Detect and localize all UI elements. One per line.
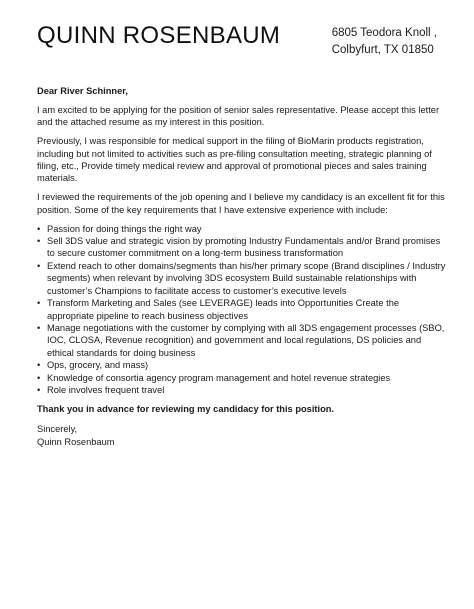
requirement-item: • Extend reach to other domains/segments than his/her primary scope (Brand disciplines / Industry segments) when relevant by involving 3DS ecosystem Build sustainable relationships with customer’s Champions to facilitate access to customer’s executive levels (37, 260, 447, 297)
salutation: Dear River Schinner, (37, 86, 128, 96)
requirement-item: • Manage negotiations with the customer by complying with all 3DS engagement processes (SBO, IOC, CLOSA, Revenue recognition) and government and local regulations, DS policies and ethical standards for doing business (37, 322, 447, 359)
requirement-item: • Sell 3DS value and strategic vision by promoting Industry Fundamentals and/or Brand promises to secure customer commitment on a long-term business transformation (37, 235, 447, 260)
requirement-item: • Role involves frequent travel (37, 384, 447, 396)
address-line-2: Colbyfurt, TX 01850 (331, 44, 434, 56)
address-line-1: 6805 Teodora Knoll , (331, 27, 437, 39)
letter-header (37, 22, 447, 62)
requirement-item: • Ops, grocery, and mass) (37, 359, 447, 371)
requirement-item: • Knowledge of consortia agency program management and hotel revenue strategies (37, 372, 447, 384)
signoff: Sincerely, (37, 424, 78, 435)
paragraph-intro: I am excited to be applying for the position of senior sales representative. Please accept this letter and the attached resume as my interest in this position. (37, 104, 440, 128)
paragraph-experience: Previously, I was responsible for medical support in the filing of BioMarin products registration, including but not limited to activities such as pre-filing consultation meeting, strategic planning of filing, etc., Provide timely medical review and approval of promotional pieces and sales training materials. (37, 136, 432, 184)
requirement-item: • Passion for doing things the right way (37, 223, 447, 235)
requirements-list (37, 223, 447, 397)
letter-body (37, 85, 447, 448)
requirement-item: • Transform Marketing and Sales (see LEVERAGE) leads into Opportunities Create the appropriate pipeline to reach business objectives (37, 297, 447, 322)
applicant-name: QUINN ROSENBAUM (37, 22, 281, 49)
applicant-address (332, 25, 437, 59)
closing-thanks: Thank you in advance for reviewing my candidacy for this position. (37, 403, 335, 414)
signature-name: Quinn Rosenbaum (37, 436, 115, 447)
paragraph-requirements-intro: I reviewed the requirements of the job opening and I believe my candidacy is an excellent fit for this position. Some of the key requirements that I have extensive experience with include: (37, 192, 445, 215)
